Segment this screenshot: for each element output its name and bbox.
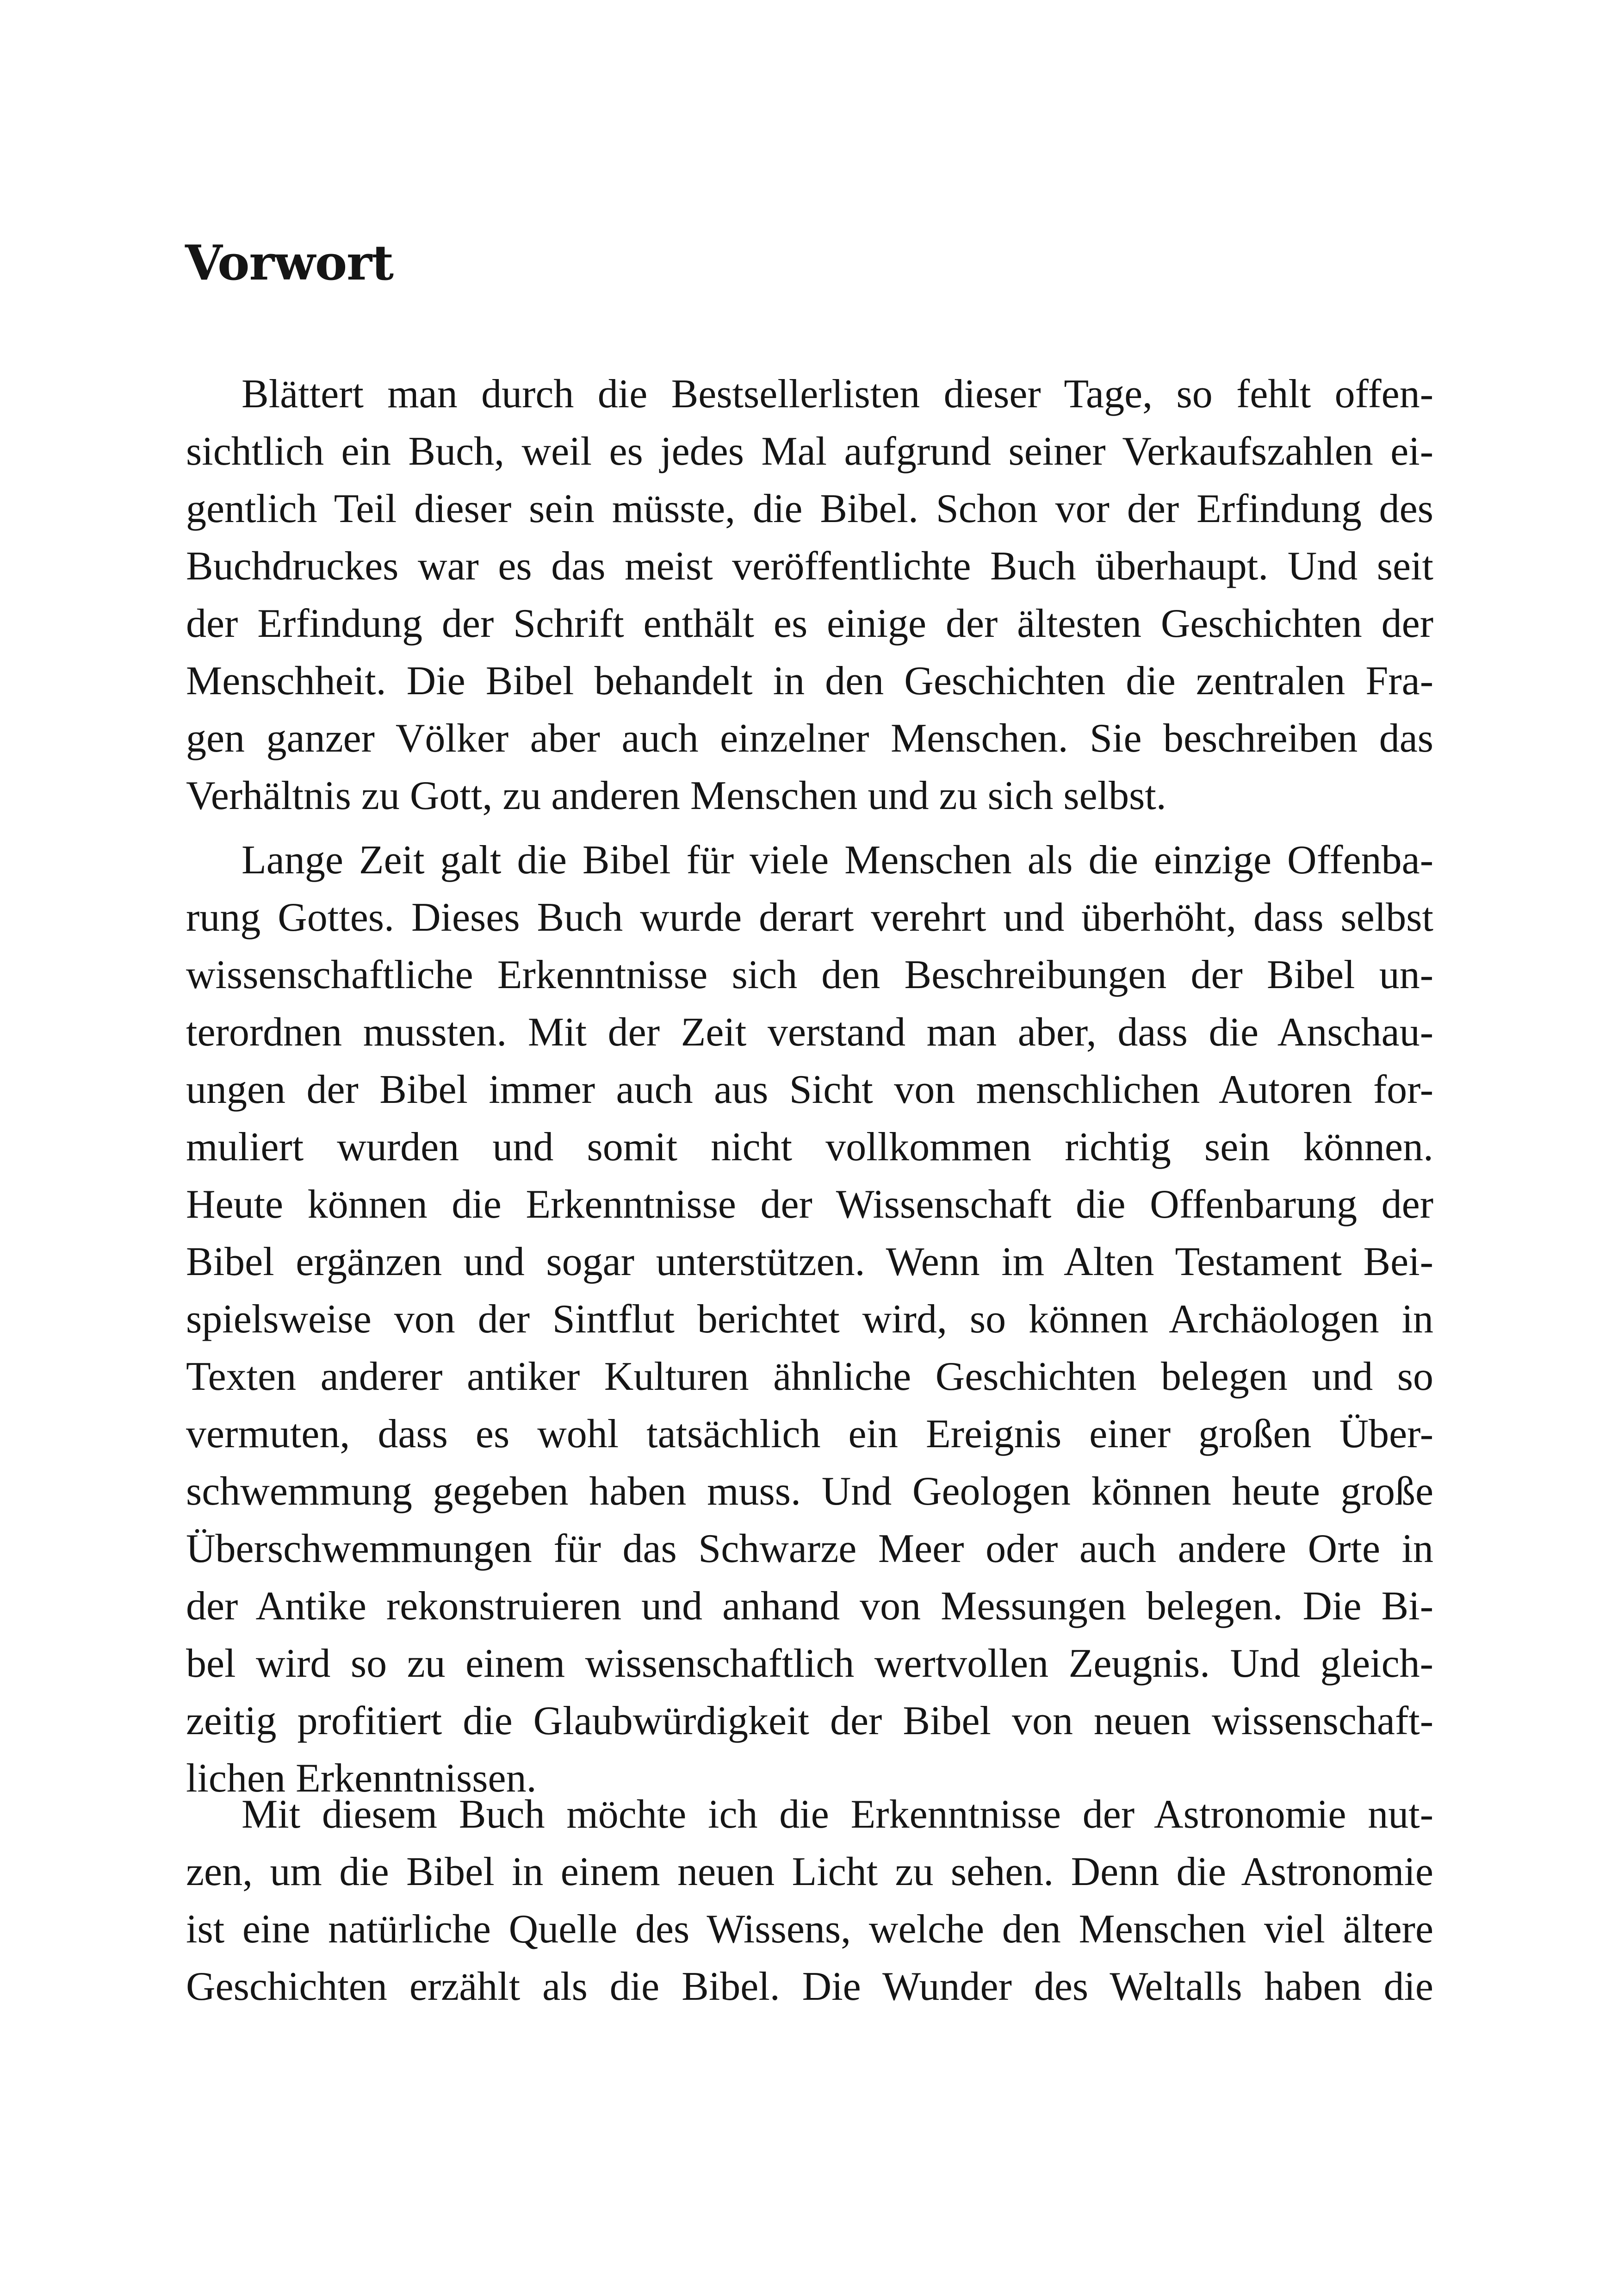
text-line: muliert wurden und somit nicht vollkommen richtig sein können. <box>186 1125 1433 1170</box>
text-line: zen, um die Bibel in einem neuen Licht zu sehen. Denn die Astronomie <box>186 1849 1433 1894</box>
text-line: lichen Erkenntnissen. <box>186 1756 537 1801</box>
text-line: bel wird so zu einem wissenschaftlich wertvollen Zeugnis. Und gleich- <box>186 1641 1433 1686</box>
text-line: Texten anderer antiker Kulturen ähnliche Geschichten belegen und so <box>186 1354 1433 1399</box>
text-line: zeitig profitiert die Glaubwürdigkeit der Bibel von neuen wissenschaft- <box>186 1699 1433 1743</box>
text-line: rung Gottes. Dieses Buch wurde derart verehrt und überhöht, dass selbst <box>186 895 1433 940</box>
text-line: gen ganzer Völker aber auch einzelner Menschen. Sie beschreiben das <box>186 716 1433 761</box>
chapter-heading: Vorwort <box>185 234 394 291</box>
text-line: Mit diesem Buch möchte ich die Erkenntnisse der Astronomie nut- <box>242 1792 1433 1837</box>
text-line: ungen der Bibel immer auch aus Sicht von menschlichen Autoren for- <box>186 1067 1433 1112</box>
text-line: Geschichten erzählt als die Bibel. Die Wunder des Weltalls haben die <box>186 1964 1433 2009</box>
text-line: gentlich Teil dieser sein müsste, die Bibel. Schon vor der Erfindung des <box>186 486 1433 531</box>
text-line: der Antike rekonstruieren und anhand von Messungen belegen. Die Bi- <box>186 1584 1433 1629</box>
text-line: schwemmung gegeben haben muss. Und Geologen können heute große <box>186 1469 1433 1514</box>
text-line: Blättert man durch die Bestsellerlisten dieser Tage, so fehlt offen- <box>242 372 1433 417</box>
paragraph-2 <box>186 832 1433 1807</box>
text-line: Menschheit. Die Bibel behandelt in den Geschichten die zentralen Fra- <box>186 659 1433 703</box>
text-line: der Erfindung der Schrift enthält es einige der ältesten Geschichten der <box>186 601 1433 646</box>
text-line: ist eine natürliche Quelle des Wissens, welche den Menschen viel ältere <box>186 1907 1433 1952</box>
text-line: vermuten, dass es wohl tatsächlich ein Ereignis einer großen Über- <box>186 1412 1433 1456</box>
text-line: Bibel ergänzen und sogar unterstützen. Wenn im Alten Testament Bei- <box>186 1239 1433 1284</box>
text-line: spielsweise von der Sintflut berichtet wird, so können Archäologen in <box>186 1297 1433 1342</box>
text-line: wissenschaftliche Erkenntnisse sich den Beschreibungen der Bibel un- <box>186 952 1433 997</box>
text-line: Heute können die Erkenntnisse der Wissenschaft die Offenbarung der <box>186 1182 1433 1227</box>
text-line: Buchdruckes war es das meist veröffentlichte Buch überhaupt. Und seit <box>186 544 1433 589</box>
paragraph-1 <box>186 366 1433 825</box>
text-line: Überschwemmungen für das Schwarze Meer oder auch andere Orte in <box>186 1526 1433 1571</box>
text-line: Lange Zeit galt die Bibel für viele Menschen als die einzige Offenba- <box>242 838 1433 883</box>
text-line: Verhältnis zu Gott, zu anderen Menschen und zu sich selbst. <box>186 773 1166 818</box>
text-line: sichtlich ein Buch, weil es jedes Mal aufgrund seiner Verkaufszahlen ei- <box>186 429 1433 474</box>
paragraph-3 <box>186 1786 1433 2016</box>
text-line: terordnen mussten. Mit der Zeit verstand man aber, dass die Anschau- <box>186 1010 1433 1055</box>
